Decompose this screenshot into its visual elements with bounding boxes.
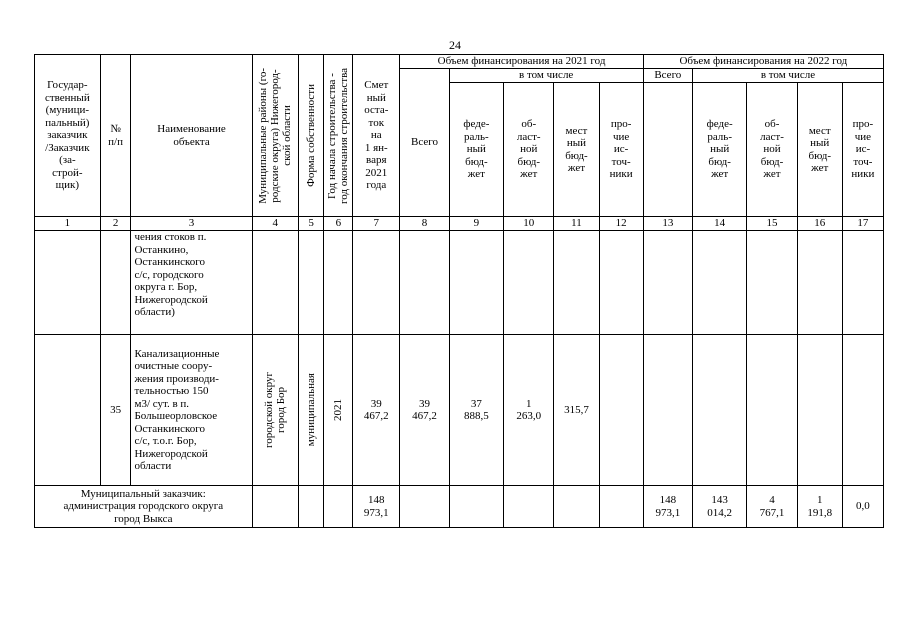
table-cell xyxy=(842,335,883,486)
header-including-2022: в том числе xyxy=(692,69,883,83)
column-number: 2 xyxy=(100,217,131,231)
years-cell xyxy=(324,335,353,486)
table-cell xyxy=(298,486,324,528)
table-cell xyxy=(35,231,101,335)
table-cell xyxy=(797,335,842,486)
table-cell xyxy=(400,486,449,528)
row-num xyxy=(100,231,131,335)
table-cell xyxy=(643,335,692,486)
table-cell xyxy=(324,231,353,335)
table-cell xyxy=(400,231,449,335)
table-cell xyxy=(298,231,324,335)
summary-local-2022: 1 191,8 xyxy=(797,486,842,528)
table-cell xyxy=(35,335,101,486)
header-federal-2022: феде- раль- ный бюд- жет xyxy=(692,83,746,217)
table-cell xyxy=(449,231,503,335)
column-number: 5 xyxy=(298,217,324,231)
column-number: 15 xyxy=(747,217,797,231)
header-local-2022: мест ный бюд- жет xyxy=(797,83,842,217)
municipality-text: городской округ город Бор xyxy=(263,371,288,449)
table-row xyxy=(35,335,884,486)
table-cell xyxy=(504,486,554,528)
column-number: 10 xyxy=(504,217,554,231)
summary-estimate: 148 973,1 xyxy=(353,486,400,528)
row-num: 35 xyxy=(100,335,131,486)
ownership-text: муниципальная xyxy=(305,373,318,447)
table-cell xyxy=(643,231,692,335)
column-number: 3 xyxy=(131,217,252,231)
header-other-2022: про- чие ис- точ- ники xyxy=(842,83,883,217)
header-empty-2022 xyxy=(643,83,692,217)
table-cell xyxy=(252,486,298,528)
header-local-2021: мест ный бюд- жет xyxy=(554,83,599,217)
column-number: 16 xyxy=(797,217,842,231)
header-ownership-text: Форма собственности xyxy=(305,84,318,187)
local-2021-cell: 315,7 xyxy=(554,335,599,486)
table-cell xyxy=(554,486,599,528)
header-years xyxy=(324,55,353,217)
header-regional-2022: об- ласт- ной бюд- жет xyxy=(747,83,797,217)
column-number: 14 xyxy=(692,217,746,231)
table-cell xyxy=(692,231,746,335)
regional-2021-cell: 1 263,0 xyxy=(504,335,554,486)
column-number: 8 xyxy=(400,217,449,231)
header-including-2021: в том числе xyxy=(449,69,643,83)
ownership-cell xyxy=(298,335,324,486)
table-cell xyxy=(692,335,746,486)
table-cell xyxy=(449,486,503,528)
table-cell xyxy=(842,231,883,335)
summary-other-2022: 0,0 xyxy=(842,486,883,528)
summary-regional-2022: 4 767,1 xyxy=(747,486,797,528)
summary-federal-2022: 143 014,2 xyxy=(692,486,746,528)
column-number: 12 xyxy=(599,217,643,231)
table-cell xyxy=(324,486,353,528)
federal-2021-cell: 37 888,5 xyxy=(449,335,503,486)
column-number: 13 xyxy=(643,217,692,231)
column-number: 1 xyxy=(35,217,101,231)
header-fin-2021: Объем финансирования на 2021 год xyxy=(400,55,643,69)
column-number-row xyxy=(35,217,884,231)
summary-row xyxy=(35,486,884,528)
summary-label: Муниципальный заказчик: администрация городского округа город Выкса xyxy=(35,486,253,528)
table-cell xyxy=(797,231,842,335)
header-total-2021: Всего xyxy=(400,69,449,217)
header-regional-2021: об- ласт- ной бюд- жет xyxy=(504,83,554,217)
header-fin-2022: Объем финансирования на 2022 год xyxy=(643,55,883,69)
header-total-2022: Всего xyxy=(643,69,692,83)
estimate-cell: 39 467,2 xyxy=(353,335,400,486)
column-number: 11 xyxy=(554,217,599,231)
header-row-1 xyxy=(35,55,884,69)
header-municipality-text: Муниципальные районы (го- родские округа) Нижегород- ской области xyxy=(257,67,294,204)
header-municipality xyxy=(252,55,298,217)
column-number: 4 xyxy=(252,217,298,231)
table-cell xyxy=(252,231,298,335)
table-cell xyxy=(599,231,643,335)
header-object-name: Наименование объекта xyxy=(131,55,252,217)
header-estimate: Смет ный оста- ток на 1 ян- варя 2021 года xyxy=(353,55,400,217)
table-cell xyxy=(504,231,554,335)
table-cell xyxy=(554,231,599,335)
column-number: 17 xyxy=(842,217,883,231)
header-num: № п/п xyxy=(100,55,131,217)
object-name-cell: Канализационные очистные соору- жения производи- тельностью 150 м3/ сут. в п. Большеорловское Останкинского с/с, т.о.г. Бор, Нижегородской области xyxy=(131,335,252,486)
page-number: 24 xyxy=(449,38,461,52)
financing-table xyxy=(34,54,884,528)
column-number: 6 xyxy=(324,217,353,231)
table-cell xyxy=(747,335,797,486)
total-2021-cell: 39 467,2 xyxy=(400,335,449,486)
table-cell xyxy=(747,231,797,335)
table-cell xyxy=(599,486,643,528)
header-customer: Государ- ственный (муници- пальный) заказчик /Заказчик (за- строй- щик) xyxy=(35,55,101,217)
header-years-text: Год начала строительства - год окончания строительства xyxy=(326,67,351,204)
years-text: 2021 xyxy=(332,399,345,421)
table-cell xyxy=(353,231,400,335)
municipality-cell xyxy=(252,335,298,486)
column-number: 7 xyxy=(353,217,400,231)
summary-total-2022: 148 973,1 xyxy=(643,486,692,528)
header-ownership xyxy=(298,55,324,217)
column-number: 9 xyxy=(449,217,503,231)
table-row xyxy=(35,231,884,335)
header-other-2021: про- чие ис- точ- ники xyxy=(599,83,643,217)
header-federal-2021: феде- раль- ный бюд- жет xyxy=(449,83,503,217)
table-cell xyxy=(599,335,643,486)
object-name-cell: чения стоков п. Останкино, Останкинского с/с, городского округа г. Бор, Нижегородской области) xyxy=(131,231,252,335)
